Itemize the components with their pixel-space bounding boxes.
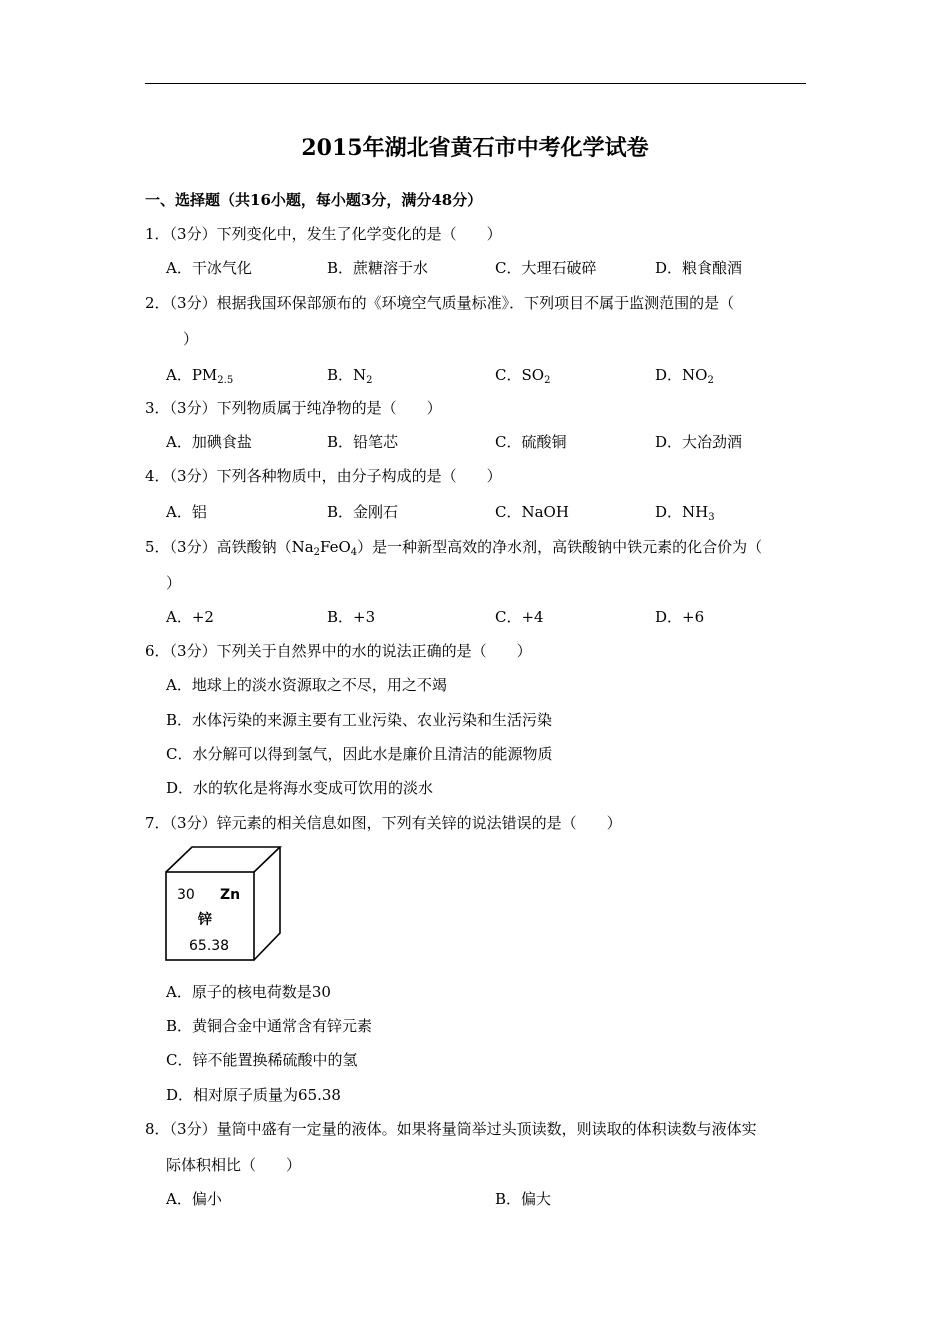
element-symbol: Zn — [220, 887, 241, 903]
question-7-option-d: D．相对原子质量为65.38 — [166, 1086, 341, 1104]
question-1-option-c: C．大理石破碎 — [495, 259, 597, 277]
question-7-option-c: C．锌不能置换稀硫酸中的氢 — [166, 1051, 358, 1069]
question-3-option-a: A．加碘食盐 — [166, 433, 252, 451]
question-7-stem: 7．（3分）锌元素的相关信息如图，下列有关锌的说法错误的是（ ） — [145, 814, 622, 832]
question-5-stem: 5．（3分）高铁酸钠$(Na_2FeO_4)$是一种新型高效的净水剂，高铁酸钠中铁元素的化合价为（ — [145, 538, 763, 558]
section-heading: 一、选择题（共16小题，每小题3分，满分48分） — [145, 191, 483, 209]
question-2-option-c: C．$SO_2$ — [495, 366, 551, 386]
question-6-option-a: A．地球上的淡水资源取之不尽，用之不竭 — [166, 676, 447, 694]
question-2-stem: 2．（3分）根据我国环保部颁布的《环境空气质量标准》．下列项目不属于监测范围的是（ — [145, 294, 735, 312]
question-8-stem-cont: 际体积相比（ ） — [166, 1156, 302, 1174]
question-8-option-b: B．偏大 — [495, 1190, 552, 1208]
cube-top-face — [166, 847, 280, 872]
question-8-stem: 8．（3分）量筒中盛有一定量的液体。如果将量筒举过头顶读数，则读取的体积读数与液体实 — [145, 1120, 757, 1138]
question-6-option-c: C．水分解可以得到氢气，因此水是廉价且清洁的能源物质 — [166, 745, 553, 763]
question-5-stem-end: ） — [166, 574, 182, 592]
question-4-stem: 4．（3分）下列各种物质中，由分子构成的是（ ） — [145, 467, 502, 485]
question-5-option-c: C．+4 — [495, 608, 544, 626]
question-1-option-a: A．干冰气化 — [166, 259, 252, 277]
question-5-option-a: A．+2 — [166, 608, 214, 626]
question-2-option-b: B．$N_2$ — [327, 366, 373, 386]
question-1-option-d: D．粮食酿酒 — [655, 259, 743, 277]
element-name: 锌 — [198, 912, 212, 928]
question-4-option-a: A．铝 — [166, 503, 207, 521]
cube-side-face — [254, 847, 280, 960]
question-6-option-d: D．水的软化是将海水变成可饮用的淡水 — [166, 779, 434, 797]
question-1-option-b: B．蔗糖溶于水 — [327, 259, 429, 277]
question-4-option-b: B．金刚石 — [327, 503, 399, 521]
question-2-stem-end: ） — [183, 330, 199, 348]
question-6-option-b: B．水体污染的来源主要有工业污染、农业污染和生活污染 — [166, 711, 553, 729]
header-rule — [145, 83, 806, 84]
question-3-option-c: C．硫酸铜 — [495, 433, 567, 451]
question-4-option-d: D．$NH_3$ — [655, 503, 715, 523]
question-3-option-b: B．铅笔芯 — [327, 433, 399, 451]
question-8-option-a: A．偏小 — [166, 1190, 222, 1208]
question-4-option-c: C．NaOH — [495, 503, 569, 521]
question-2-option-d: D．$NO_2$ — [655, 366, 714, 386]
question-6-stem: 6．（3分）下列关于自然界中的水的说法正确的是（ ） — [145, 642, 532, 660]
page-title: 2015年湖北省黄石市中考化学试卷 — [301, 135, 649, 161]
question-7-option-b: B．黄铜合金中通常含有锌元素 — [166, 1017, 373, 1035]
zinc-element-cube-figure — [160, 845, 286, 961]
question-7-option-a: A．原子的核电荷数是30 — [166, 983, 331, 1001]
question-3-stem: 3．（3分）下列物质属于纯净物的是（ ） — [145, 399, 442, 417]
question-5-option-b: B．+3 — [327, 608, 376, 626]
question-3-option-d: D．大冶劲酒 — [655, 433, 743, 451]
question-2-option-a: A．$PM_{2.5}$ — [166, 366, 234, 386]
question-5-option-d: D．+6 — [655, 608, 705, 626]
element-atomic-number: 30 — [177, 887, 195, 903]
element-atomic-mass: 65.38 — [189, 938, 230, 954]
question-1-stem: 1．（3分）下列变化中，发生了化学变化的是（ ） — [145, 225, 502, 243]
